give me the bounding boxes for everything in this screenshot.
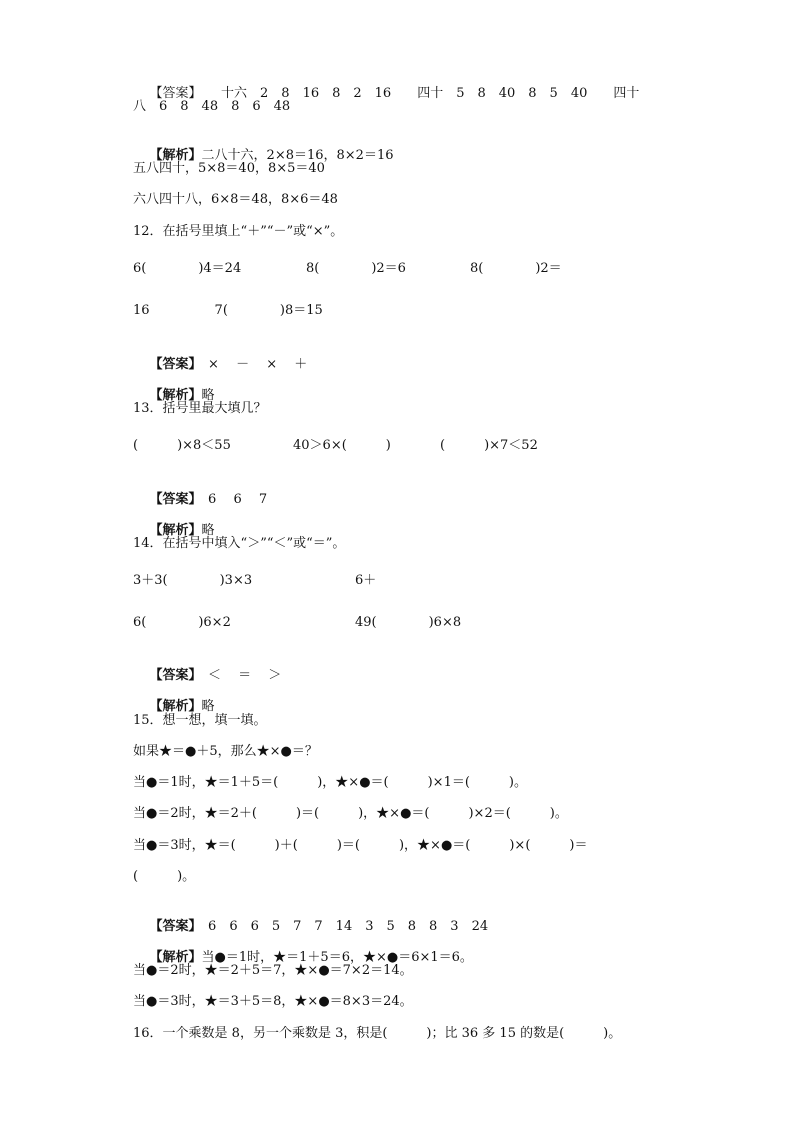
q13-blank-c: ( )×7＜52 [440,438,538,453]
analysis-text: 略 [201,699,215,714]
q14-blank-c: 6( )6×2 [133,615,231,630]
answer-line-11b: 八 6 8 48 8 6 48 [133,99,291,114]
question-16: 16．一个乘数是 8，另一个乘数是 3，积是( )；比 36 多 15 的数是( )。 [133,1026,622,1041]
analysis-text: 略 [201,523,215,538]
answer-tag: 【答案】 [149,668,196,683]
analysis-tag: 【解析】 [149,388,202,403]
q12-blank-c: 8( )2＝ [470,261,562,276]
answer-text: 6 6 7 [195,492,268,507]
q14-blank-d: 49( )6×8 [355,615,462,630]
question-15: 15．想一想，填一填。 [133,713,267,728]
q12-blank-a: 6( )4＝24 [133,261,242,276]
answer-text: × － × ＋ [195,357,308,372]
analysis-text: 当●＝1时，★＝1＋5＝6，★×●＝6×1＝6。 [201,950,473,965]
q15-case-3-cont: ( )。 [133,869,196,884]
analysis-text: 略 [201,388,215,403]
q12-blank-b: 8( )2＝6 [306,261,406,276]
q14-blank-b: 6＋ [355,573,377,588]
answer-tag: 【答案】 [149,357,196,372]
analysis-15-line-2: 当●＝2时，★＝2＋5＝7，★×●＝7×2＝14。 [133,963,413,978]
analysis-text: 二八十六，2×8＝16，8×2＝16 [201,148,394,163]
q12-blank-d: 16 7( )8＝15 [133,303,323,318]
question-13: 13．括号里最大填几？ [133,401,267,416]
answer-tag: 【答案】 [149,919,196,934]
analysis-line-11c: 六八四十八，6×8＝48，8×6＝48 [133,192,338,207]
analysis-tag: 【解析】 [149,699,202,714]
question-12: 12．在括号里填上“＋”“－”或“×”。 [133,224,344,239]
analysis-tag: 【解析】 [149,523,202,538]
q15-case-2: 当●＝2时，★＝2＋( )＝( )，★×●＝( )×2＝( )。 [133,806,568,821]
q13-blank-b: 40＞6×( ) [293,438,391,453]
analysis-tag: 【解析】 [149,148,202,163]
q15-case-1: 当●＝1时，★＝1＋5＝( )，★×●＝( )×1＝( )。 [133,775,527,790]
question-14: 14．在括号中填入“＞”“＜”或“＝”。 [133,536,346,551]
answer-text: 6 6 6 5 7 7 14 3 5 8 8 3 24 [195,919,489,934]
q13-blank-a: ( )×8＜55 [133,438,231,453]
q15-case-3: 当●＝3时，★＝( )＋( )＝( )，★×●＝( )×( )＝ [133,838,588,853]
q15-premise: 如果★＝●＋5，那么★×●＝？ [133,744,318,759]
analysis-line-11b: 五八四十，5×8＝40，8×5＝40 [133,161,325,176]
answer-text: ＜ ＝ ＞ [195,668,282,683]
q14-blank-a: 3＋3( )3×3 [133,573,253,588]
analysis-tag: 【解析】 [149,950,202,965]
analysis-15-line-3: 当●＝3时，★＝3＋5＝8，★×●＝8×3＝24。 [133,994,413,1009]
answer-11-text: 【答案】 十六 2 8 16 8 2 16 四十 5 8 40 8 5 40 四十 [149,86,640,101]
answer-tag: 【答案】 [149,492,196,507]
